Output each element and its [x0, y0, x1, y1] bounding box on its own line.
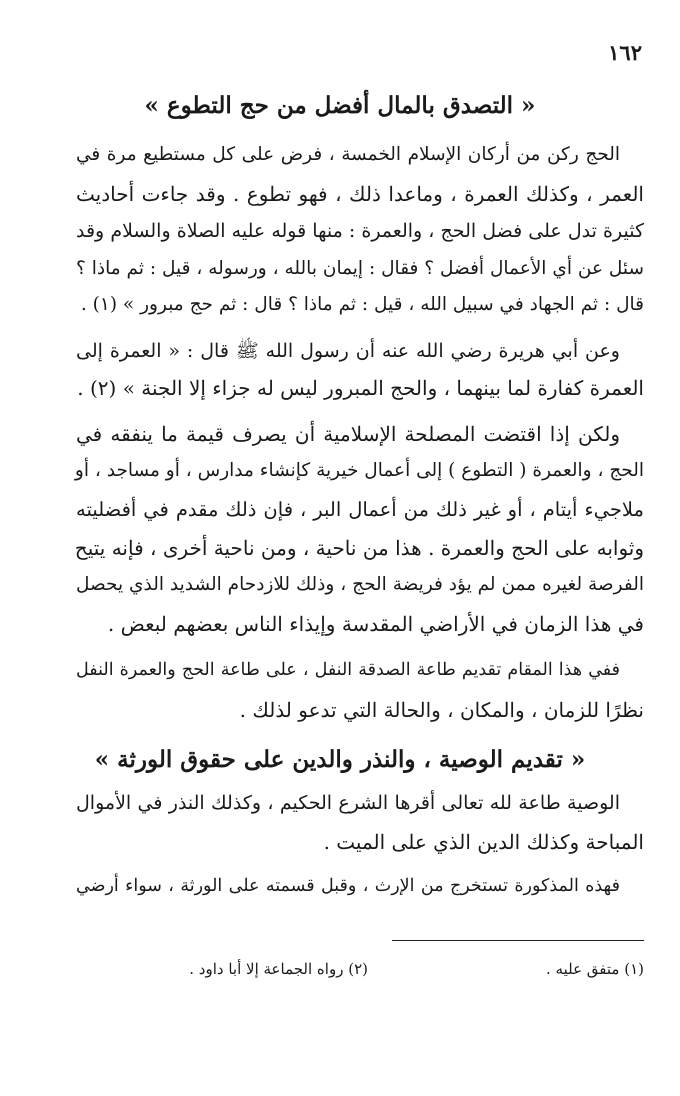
paragraph-line: ولكن إذا اقتضت المصلحة الإسلامية أن يصرف قيمة ما ينفقه في — [76, 422, 620, 446]
paragraph-line: العمر ، وكذلك العمرة ، وماعدا ذلك ، فهو تطوع . وقد جاءت أحاديث — [76, 182, 644, 206]
paragraph-line: الحج ، والعمرة ( التطوع ) إلى أعمال خيرية كإنشاء مدارس ، أو مساجد ، أو — [74, 460, 644, 481]
paragraph-line: وثوابه على الحج والعمرة . هذا من ناحية ، ومن ناحية أخرى ، فإنه يتيح — [74, 536, 644, 560]
footnote-1: (١) متفق عليه . — [546, 960, 644, 978]
footnote-divider — [392, 940, 644, 941]
paragraph-line: سئل عن أي الأعمال أفضل ؟ فقال : إيمان بالله ، ورسوله ، قيل : ثم ماذا ؟ — [76, 258, 644, 279]
footnote-2: (٢) رواه الجماعة إلا أبا داود . — [189, 960, 368, 978]
paragraph-line: ملاجيء أيتام ، أو غير ذلك من أعمال البر ، فإن ذلك مقدم في أفضليته — [76, 498, 644, 521]
paragraph-line: في هذا الزمان في الأراضي المقدسة وإيذاء الناس بعضهم لبعض . — [107, 612, 644, 636]
paragraph-line: ففي هذا المقام تقديم طاعة الصدقة النفل ، على طاعة الحج والعمرة النفل — [76, 660, 620, 680]
paragraph-line: كثيرة تدل على فضل الحج ، والعمرة : منها قوله عليه الصلاة والسلام وقد — [76, 220, 644, 242]
paragraph-line: نظرًا للزمان ، والمكان ، والحالة التي تدعو لذلك . — [239, 698, 644, 722]
section-heading-charity: « التصدق بالمال أفضل من حج التطوع » — [144, 92, 536, 119]
paragraph-line: الفرصة لغيره ممن لم يؤد فريضة الحج ، وذلك للازدحام الشديد الذي يحصل — [76, 574, 644, 595]
paragraph-line: وعن أبي هريرة رضي الله عنه أن رسول الله ﷺ قال : « العمرة إلى — [76, 340, 620, 362]
page-number: ١٦٢ — [608, 40, 642, 65]
paragraph-line: الحج ركن من أركان الإسلام الخمسة ، فرض على كل مستطيع مرة في — [76, 144, 620, 165]
paragraph-line: فهذه المذكورة تستخرج من الإرث ، وقبل قسمته على الورثة ، سواء أرضي — [76, 876, 620, 896]
paragraph-line: قال : ثم الجهاد في سبيل الله ، قيل : ثم ماذا ؟ قال : ثم حج مبرور » (١) . — [80, 294, 644, 315]
paragraph-line: العمرة كفارة لما بينهما ، والحج المبرور ليس له جزاء إلا الجنة » (٢) . — [77, 376, 644, 400]
paragraph-line: الوصية طاعة لله تعالى أقرها الشرع الحكيم ، وكذلك النذر في الأموال — [76, 792, 620, 814]
section-heading-bequest: « تقديم الوصية ، والنذر والدين على حقوق الورثة » — [94, 746, 586, 773]
paragraph-line: المباحة وكذلك الدين الذي على الميت . — [323, 830, 644, 854]
